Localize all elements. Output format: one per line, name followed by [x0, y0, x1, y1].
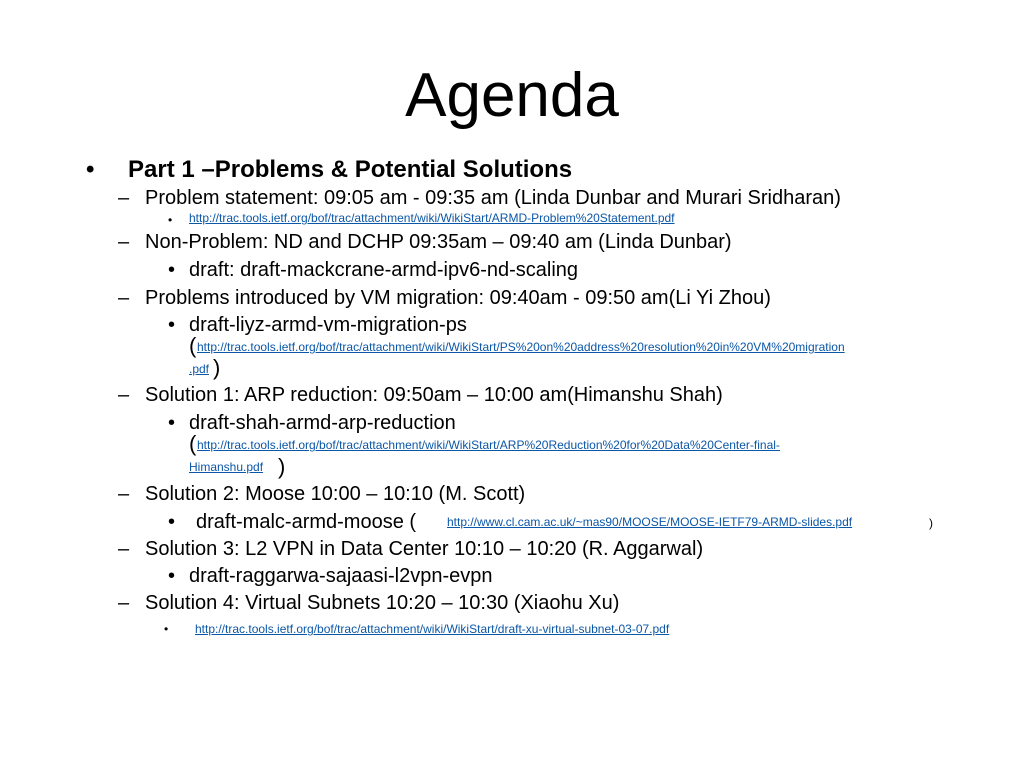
document-link[interactable]: http://trac.tools.ietf.org/bof/trac/attachment/wiki/WikiStart/ARP%20Reduction%20for%20Data%20Center-final-: [197, 438, 780, 452]
bullet-dot: •: [164, 622, 169, 636]
dash-bullet: –: [118, 384, 130, 406]
dash-bullet: –: [118, 187, 130, 209]
agenda-item: Solution 4: Virtual Subnets 10:20 – 10:30 (Xiaohu Xu): [145, 592, 620, 614]
dash-bullet: –: [118, 287, 130, 309]
agenda-item: Solution 3: L2 VPN in Data Center 10:10 – 10:20 (R. Aggarwal): [145, 538, 704, 560]
open-paren: (: [189, 333, 197, 358]
document-link[interactable]: http://trac.tools.ietf.org/bof/trac/attachment/wiki/WikiStart/ARMD-Problem%20Statement.pdf: [189, 211, 675, 225]
draft-name: draft-raggarwa-sajaasi-l2vpn-evpn: [189, 565, 493, 587]
agenda-item: Problem statement: 09:05 am - 09:35 am (Linda Dunbar and Murari Sridharan): [145, 187, 841, 209]
draft-name: draft: draft-mackcrane-armd-ipv6-nd-scaling: [189, 259, 579, 281]
agenda-item: Non-Problem: ND and DCHP 09:35am – 09:40 am (Linda Dunbar): [145, 231, 732, 253]
dash-bullet: –: [118, 483, 130, 505]
document-link-continued[interactable]: .pdf: [189, 362, 210, 376]
dash-bullet: –: [118, 538, 130, 560]
agenda-item: Solution 1: ARP reduction: 09:50am – 10:00 am(Himanshu Shah): [145, 384, 723, 406]
close-paren: ): [213, 355, 221, 380]
bullet-dot: •: [168, 213, 173, 227]
document-link-continued[interactable]: Himanshu.pdf: [189, 460, 264, 474]
document-link[interactable]: http://trac.tools.ietf.org/bof/trac/attachment/wiki/WikiStart/PS%20on%20address%20resolution%20in%20VM%20migration: [197, 340, 845, 354]
close-paren: ): [278, 454, 286, 479]
close-paren: ): [929, 516, 933, 530]
bullet-dot: •: [168, 565, 176, 587]
slide-title: Agenda: [405, 61, 619, 130]
document-link[interactable]: http://www.cl.cam.ac.uk/~mas90/MOOSE/MOOSE-IETF79-ARMD-slides.pdf: [447, 515, 853, 529]
bullet-dot: •: [168, 314, 176, 336]
open-paren: (: [189, 431, 197, 456]
draft-name: draft-shah-armd-arp-reduction: [189, 412, 456, 434]
dash-bullet: –: [118, 231, 130, 253]
bullet-dot: •: [168, 412, 176, 434]
dash-bullet: –: [118, 592, 130, 614]
agenda-item: Problems introduced by VM migration: 09:40am - 09:50 am(Li Yi Zhou): [145, 287, 771, 309]
bullet-dot: •: [86, 156, 95, 183]
bullet-dot: •: [168, 259, 176, 281]
draft-name: draft-liyz-armd-vm-migration-ps: [189, 314, 467, 336]
document-link[interactable]: http://trac.tools.ietf.org/bof/trac/attachment/wiki/WikiStart/draft-xu-virtual-subnet-03-07.pdf: [195, 622, 670, 636]
bullet-dot: •: [168, 511, 176, 533]
agenda-item: Solution 2: Moose 10:00 – 10:10 (M. Scott): [145, 483, 526, 505]
section-heading: Part 1 –Problems & Potential Solutions: [128, 156, 573, 183]
draft-name: draft-malc-armd-moose (: [196, 511, 417, 533]
